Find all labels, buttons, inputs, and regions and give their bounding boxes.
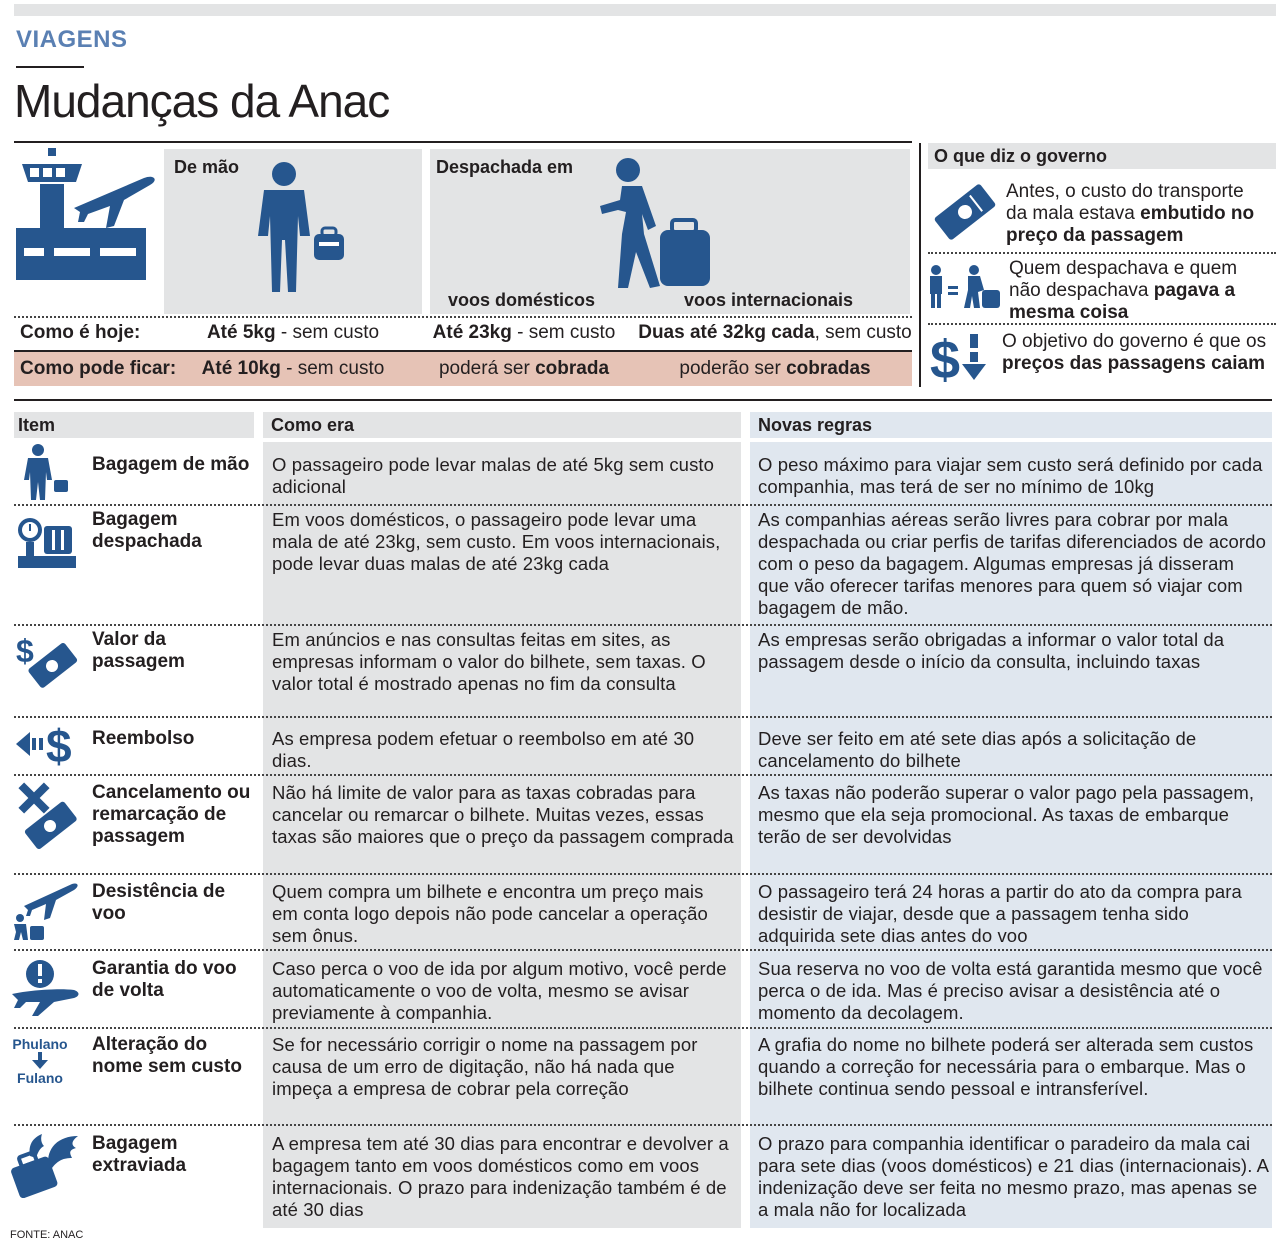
row-hoje-mao: Até 5kg - sem custo [206,322,380,343]
sub-domesticos: voos domésticos [448,290,596,310]
svg-text:$: $ [16,633,34,669]
governo-item-2: Quem despachava e quem não despachava pagava a mesma coisa [1009,258,1238,323]
row-divider [14,873,1272,875]
row-7-item: Garantia do voo de volta [92,958,237,1001]
row-divider [14,716,1272,718]
price-down-icon [930,330,996,386]
top-bar [14,4,1276,16]
ticket-icon [932,182,998,242]
governo-item-3: O objetivo do governo é que os preços das passagens caiam [1002,331,1267,374]
row-divider [14,1027,1272,1029]
row-pode-label: Como pode ficar: [20,358,177,379]
row-9-antes: A empresa tem até 30 dias para encontrar e devolver a bagagem tanto em voos domésticos como em voos internacionais. O prazo para indenização também é de até 30 dias [272,1133,729,1220]
col-despachada-header: Despachada em [436,157,574,177]
flight-desist-icon [10,880,80,942]
row-1-novas: O peso máximo para viajar sem custo será definido por cada companhia, mas terá de ser no mínimo de 10kg [758,454,1263,497]
section-label: VIAGENS [16,26,128,53]
sub-internacionais: voos internacionais [684,290,854,310]
row-5-antes: Não há limite de valor para as taxas cobradas para cancelar ou remarcar o bilhete. Muitas vezes, essas taxas são maiores que o preço da passagem comprada [272,782,734,847]
row-2-item: Bagagem despachada [92,509,202,552]
row-1-antes: O passageiro pode levar malas de até 5kg sem custo adicional [272,454,715,497]
row-7-antes: Caso perca o voo de ida por algum motivo, você perde automaticamente o voo de volta, mesmo se avisar previamente à companhia. [272,958,727,1023]
cancel-ticket-icon [12,782,78,852]
row-hoje-domesticos: Até 23kg - sem custo [432,322,616,343]
row-divider [14,316,912,318]
refund-icon [16,722,80,768]
row-9-item: Bagagem extraviada [92,1133,187,1176]
row-hoje-internacionais: Duas até 32kg cada, sem custo [638,322,912,343]
row-9-novas: O prazo para companhia identificar o paradeiro da mala cai para sete dias (voos domésticos) e 21 dias (internacionais). A indenização deve ser feita no mesmo prazo, mas apenas se a mala não for localizada [758,1133,1269,1220]
row-5-novas: As taxas não poderão superar o valor pago pela passagem, mesmo que ela seja promocional. As taxas de embarque terão de ser devolvidas [758,782,1255,847]
hand-luggage-icon [22,444,70,502]
row-divider [14,774,1272,776]
top-divider [14,141,912,143]
baggage-scale-icon [14,516,78,570]
person-handbag-icon [250,160,350,295]
row-5-item: Cancelamento ou remarcação de passagem [92,782,251,847]
row-8-item: Alteração do nome sem custo [92,1034,242,1077]
row-7-novas: Sua reserva no voo de volta está garantida mesmo que você perca o de ida. Mas é preciso avisar a desistência até o momento da decolagem. [758,958,1263,1023]
row-2-novas: As companhias aéreas serão livres para cobrar por mala despachada ou criar perfis de tarifas diferenciados de acordo com o peso da bagagem. Algumas empresas já disseram que vão oferecer tarifas menores para quem só viajar com bagagem de mão. [758,509,1266,618]
header-novas: Novas regras [758,415,873,435]
row-3-novas: As empresas serão obrigadas a informar o valor total da passagem desde o início da consulta, incluindo taxas [758,629,1225,672]
row-4-antes: As empresa podem efetuar o reembolso em até 30 dias. [272,728,695,771]
row-pode-mao: Até 10kg - sem custo [201,358,385,379]
row-3-antes: Em anúncios e nas consultas feitas em sites, as empresas informam o valor do bilhete, sem taxas. O valor total é mostrado apenas no fim da consulta [272,629,706,694]
row-1-item: Bagagem de mão [92,454,250,475]
row-2-antes: Em voos domésticos, o passageiro pode levar uma mala de até 23kg, sem custo. Em voos internacionais, pode levar duas malas de até 23kg cada [272,509,721,574]
lost-luggage-icon [8,1132,80,1198]
row-6-novas: O passageiro terá 24 horas a partir do ato da compra para desistir de viajar, desde que a passagem tenha sido adquirida sete dias antes do voo [758,881,1242,946]
header-item: Item [18,415,56,435]
governo-divider-2 [928,323,1276,325]
governo-item-1: Antes, o custo do transporte da mala estava embutido no preço da passagem [1006,181,1255,246]
return-flight-warning-icon [10,958,80,1018]
name-change-new: Fulano [17,1070,63,1086]
name-change-old: Phulano [12,1036,68,1052]
row-6-antes: Quem compra um bilhete e encontra um preço mais em conta logo depois não pode cancelar a operação sem ônus. [272,881,708,946]
airport-icon [14,148,164,283]
svg-text:$: $ [930,330,961,386]
row-divider [14,1124,1272,1126]
table-top-rule [14,399,1272,401]
page-title: Mudanças da Anac [14,75,390,127]
arrow-down-icon [8,1052,72,1070]
row-8-novas: A grafia do nome no bilhete poderá ser alterada sem custos quando a correção for necessária para o embarque. Mas o bilhete continua sendo pessoal e intransferível. [758,1034,1254,1099]
person-suitcase-icon [598,156,713,291]
header-antes: Como era [271,415,355,435]
row-3-item: Valor da passagem [92,629,185,672]
row-4-novas: Deve ser feito em até sete dias após a solicitação de cancelamento do bilhete [758,728,1197,771]
governo-title: O que diz o governo [934,146,1108,166]
name-change-icon [8,1036,78,1094]
section-rule [16,66,84,68]
row-4-item: Reembolso [92,728,195,749]
col-mao-header: De mão [174,157,240,177]
row-6-item: Desistência de voo [92,881,226,924]
svg-text:$: $ [46,722,72,768]
equal-passengers-icon [926,264,1002,310]
governo-divider-1 [928,252,1276,254]
row-pode-domesticos: poderá ser cobrada [438,358,610,379]
row-divider [14,949,1272,951]
source-note: FONTE: ANAC [10,1229,84,1238]
governo-divider [919,143,921,387]
row-8-antes: Se for necessário corrigir o nome na passagem por causa de um erro de digitação, não há nada que impeça a empresa de cobrar pela correção [272,1034,698,1099]
ticket-price-icon [14,632,78,690]
row-pode-internacionais: poderão ser cobradas [679,358,871,379]
row-hoje-label: Como é hoje: [20,322,141,343]
row-divider [14,504,1272,506]
row-divider [14,624,1272,626]
